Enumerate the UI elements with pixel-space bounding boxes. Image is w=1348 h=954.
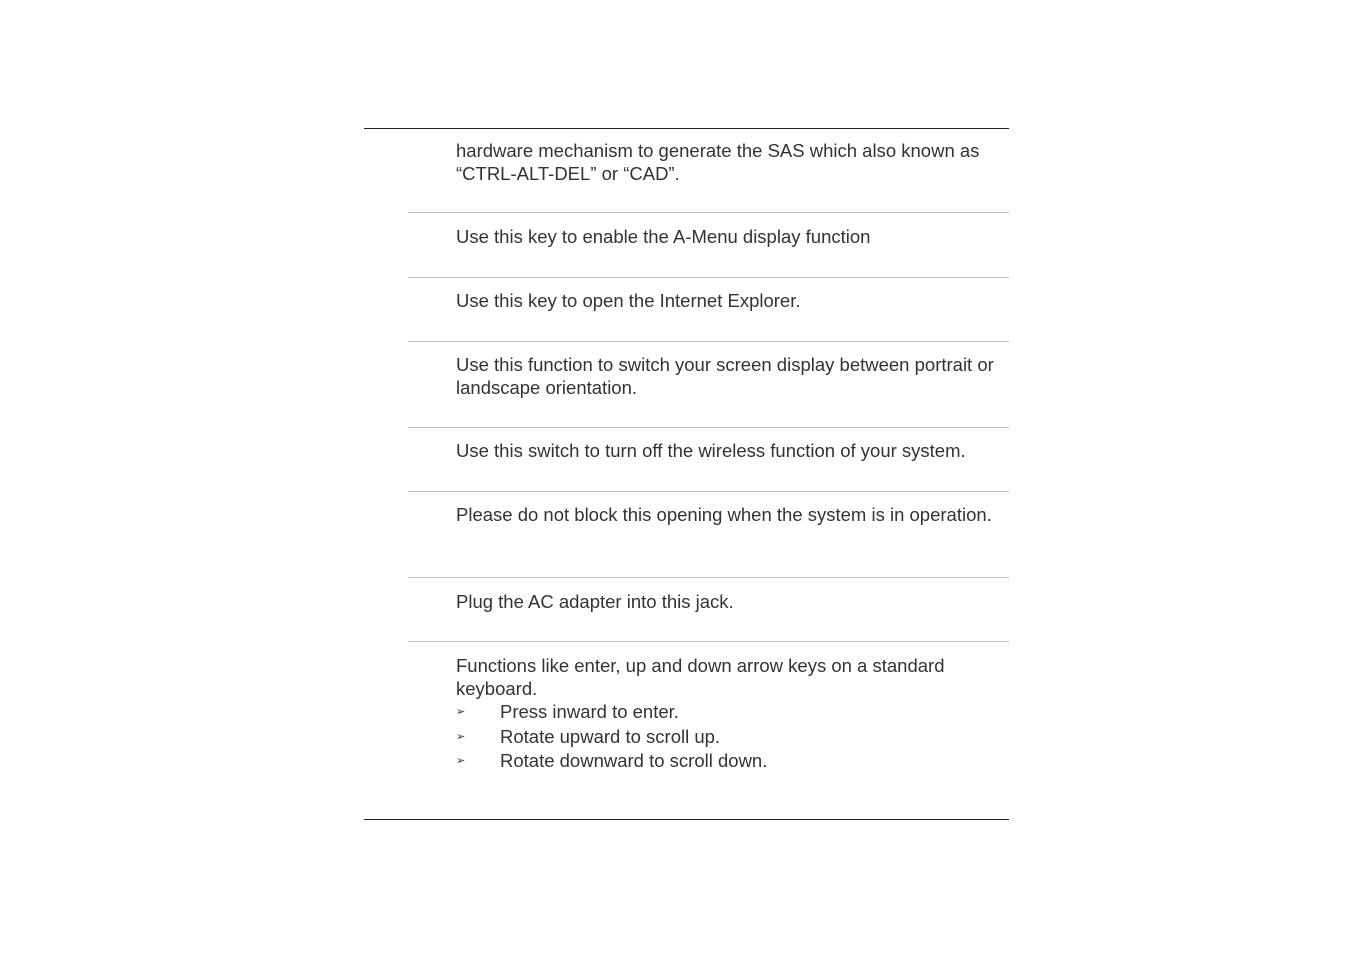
list-item bbox=[456, 749, 1009, 774]
description-text: Use this key to open the Internet Explorer. bbox=[456, 290, 801, 311]
description-cell-rotation-function bbox=[456, 354, 1009, 399]
list-item bbox=[456, 700, 1009, 725]
description-text: Use this key to enable the A-Menu display function bbox=[456, 226, 871, 247]
row-divider bbox=[408, 427, 1009, 428]
arrowhead-bullet-icon: ➢ bbox=[456, 755, 466, 767]
list-item-text: Rotate downward to scroll down. bbox=[500, 750, 768, 771]
table-bottom-border bbox=[364, 819, 1009, 820]
list-item-text: Press inward to enter. bbox=[500, 701, 679, 722]
row-divider bbox=[408, 577, 1009, 578]
list-item-text: Rotate upward to scroll up. bbox=[500, 725, 721, 747]
bullet-list bbox=[456, 700, 1009, 774]
description-text: Please do not block this opening when the system is in operation. bbox=[456, 504, 992, 525]
description-cell-internet-key bbox=[456, 290, 1009, 313]
row-divider bbox=[408, 491, 1009, 492]
arrowhead-bullet-icon: ➢ bbox=[456, 730, 466, 743]
description-text: hardware mechanism to generate the SAS which also known as “CTRL-ALT-DEL” or “CAD”. bbox=[456, 140, 980, 184]
description-cell-wireless-switch bbox=[456, 440, 1009, 463]
description-cell-a-menu-key bbox=[456, 226, 1009, 249]
description-text: Use this function to switch your screen display between portrait or landscape orientation. bbox=[456, 354, 994, 398]
table-top-border bbox=[364, 128, 1009, 129]
description-cell-ventilation-opening bbox=[456, 504, 1009, 527]
description-cell-ac-jack bbox=[456, 591, 1009, 614]
description-text: Plug the AC adapter into this jack. bbox=[456, 591, 734, 612]
row-divider bbox=[408, 641, 1009, 642]
description-text: Functions like enter, up and down arrow keys on a standard keyboard. bbox=[456, 655, 945, 699]
description-text: Use this switch to turn off the wireless function of your system. bbox=[456, 440, 966, 461]
row-divider bbox=[408, 341, 1009, 342]
description-cell-jog-dial bbox=[456, 655, 1009, 774]
row-divider bbox=[408, 277, 1009, 278]
arrowhead-bullet-icon: ➢ bbox=[456, 706, 466, 718]
description-cell-sas bbox=[456, 140, 1009, 185]
row-divider bbox=[408, 212, 1009, 213]
list-item bbox=[456, 725, 1009, 750]
